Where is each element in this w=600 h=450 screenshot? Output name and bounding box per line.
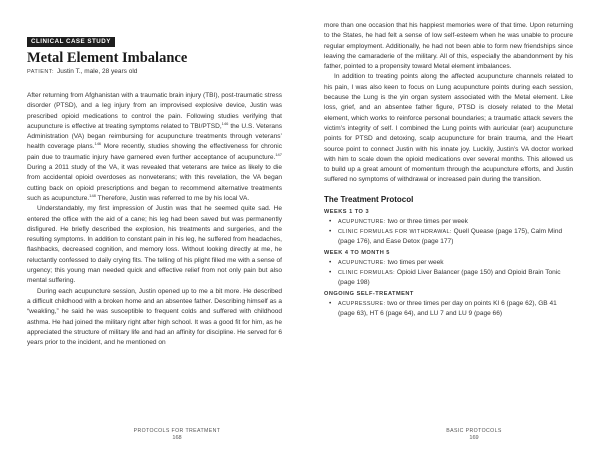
item-text: two or three times per day on points KI 6 (page 62), GB 41 (page 63), HT 6 (page 64), and LU 7 and LU 9 (page 66)	[338, 299, 557, 317]
patient-label: PATIENT:	[27, 69, 54, 75]
bullet-icon: •	[329, 228, 332, 236]
p1-text-e: Therefore, Justin was referred to me by his local VA.	[95, 194, 250, 202]
footer-label: BASIC PROTOCOLS	[446, 428, 502, 434]
phase-heading: ONGOING SELF-TREATMENT	[324, 290, 414, 297]
protocol-heading: The Treatment Protocol	[324, 194, 414, 204]
item-label: CLINIC FORMULAS:	[338, 269, 396, 276]
p1-text-b: the U.S. Veterans Administration (VA) began reimbursing for acupuncture treatments through veterans’ health coverage plans.	[27, 122, 282, 151]
paragraph-continued: more than one occasion that his happiest memories were of that time. Upon returning to the States, he had felt a sense of low self-esteem when he was unable to procure regular employment. Additionally, he had not been able to form new friendships since leaving the camaraderie of the military. All of this, especially the abandonment by his father, pointed to a propensity toward Metal element imbalances.	[324, 22, 573, 71]
bullet-icon: •	[329, 268, 332, 276]
page-title: Metal Element Imbalance	[27, 50, 188, 66]
protocol-item	[324, 227, 573, 248]
right-page	[300, 0, 600, 450]
item-text: two or three times per week	[387, 217, 468, 225]
paragraph-4: In addition to treating points along the affected acupuncture channels related to his pain, I was also keen to focus on Lung acupuncture points during each session, because the Lung is the yin organ system associated with the Metal element. Like loss, grief, and an absentee father figure, PTSD is closely related to the Metal element, which works to reinforce personal boundaries; a traumatic attack severs the victim’s integrity of self. I combined the Lung points with auricular (ear) acupuncture points for PTSD and detoxing, scalp acupuncture for brain trauma, and the Heart source point to connect Justin with his innate joy. Luckily, Justin’s VA doctor worked with him to scale down the opioid medications over several months. This allowed us to build up a great amount of momentum through the acupuncture efforts, and Justin suffered no symptoms of withdrawal or increased pain during the transition.	[324, 73, 573, 184]
patient-line	[27, 67, 282, 77]
bullet-icon: •	[329, 258, 332, 266]
phase-heading: WEEK 4 TO MONTH 5	[324, 249, 390, 256]
paragraph-1	[27, 91, 282, 204]
right-body-text	[324, 21, 573, 186]
footnote-ref: 146	[94, 141, 102, 147]
p1-text-a: After returning from Afghanistan with a traumatic brain injury (TBI), post-traumatic stress disorder (PTSD), and a leg injury from an improvised explosive device, Justin was prescribed opioid medications to control the pain. Following studies verifying that acupuncture is effective at treating symptoms related to TBI/PTSD,	[27, 92, 282, 130]
protocol-item	[324, 268, 573, 289]
page-number: 168	[172, 435, 182, 441]
protocol-item	[324, 258, 573, 268]
item-label: ACUPUNCTURE:	[338, 218, 386, 225]
item-text: two times per week	[387, 258, 444, 266]
protocol-item	[324, 217, 573, 227]
footnote-ref: 147	[275, 151, 282, 157]
page-number: 169	[469, 435, 479, 441]
left-footer	[27, 428, 327, 442]
footnote-ref: 148	[89, 192, 96, 198]
footer-label: PROTOCOLS FOR TREATMENT	[133, 428, 221, 434]
case-study-badge: CLINICAL CASE STUDY	[27, 37, 115, 47]
left-body-text	[27, 91, 282, 348]
footnote-ref: 146	[221, 120, 229, 126]
bullet-icon: •	[329, 217, 332, 225]
protocol-item	[324, 299, 573, 320]
p1-text-d: During a 2011 study of the VA, it was revealed that veterans are twice as likely to die from accidental opioid overdoses as nonveterans; with this revelation, the VA began cutting back on opioid prescriptions and began to recommend alternative treatments such as acupuncture.	[27, 164, 282, 202]
right-footer	[324, 428, 600, 442]
item-text: Quell Quease (page 175), Calm Mind (page 176), and Ease Detox (page 177)	[338, 228, 563, 246]
phase-heading: WEEKS 1 TO 3	[324, 208, 370, 215]
item-label: ACUPUNCTURE:	[338, 259, 386, 266]
item-text: Opioid Liver Balancer (page 150) and Opioid Brain Tonic (page 198)	[338, 268, 561, 287]
item-label: CLINIC FORMULAS FOR WITHDRAWAL:	[338, 229, 452, 236]
paragraph-2: Understandably, my first impression of Justin was that he seemed quite sad. He entered the office with the aid of a cane; his leg had been saved but was permanently disfigured. He briefly described the explosion, his treatments and surgeries, and the resulting symptoms. In addition to constant pain in his leg, he suffered from headaches, flashbacks, decreased cognition, and memory loss. Without looking directly at me, he reluctantly confessed to daily crying fits. The telling of his plight filled me with a sense of urgency; this young man needed quick and effective relief from not only pain but also mental suffering.	[27, 205, 282, 285]
patient-value: Justin T., male, 28 years old	[56, 68, 138, 75]
p1-text-c: More recently, studies showing the effectiveness for chronic pain due to traumatic injury have garnered even further acceptance of acupuncture.	[27, 143, 282, 161]
item-label: ACUPRESSURE:	[338, 300, 386, 307]
paragraph-3: During each acupuncture session, Justin opened up to me a bit more. He described a difficult childhood with a broken home and an absentee father. Describing himself as a “weakling,” he said he was susceptible to frequent colds and suffered with childhood asthma. He had joined the military right after high school. It was a good fit for him, as he appreciated the structure of military life and had an affinity for discipline. He served for 6 years prior to the incident, and he mentioned on	[27, 287, 282, 347]
bullet-icon: •	[329, 299, 332, 307]
